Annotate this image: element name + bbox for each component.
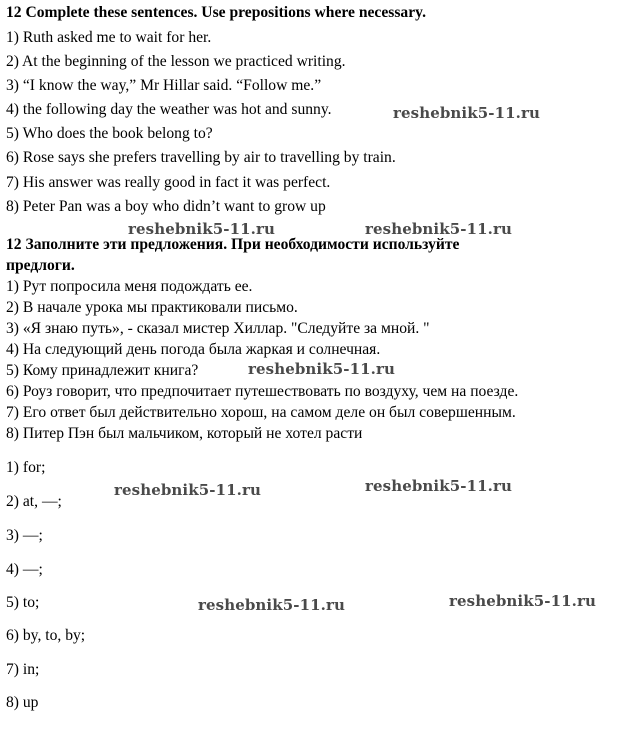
answer-3: 3) —;	[6, 527, 43, 544]
answer-7: 7) in;	[6, 661, 40, 678]
english-heading: 12 Complete these sentences. Use prepositions where necessary.	[6, 4, 426, 21]
russian-sentence-2: 2) В начале урока мы практиковали письмо.	[6, 299, 298, 316]
watermark: reshebnik5-11.ru	[198, 596, 345, 614]
english-sentence-7: 7) His answer was really good in fact it was perfect.	[6, 174, 331, 191]
watermark: reshebnik5-11.ru	[365, 477, 512, 495]
russian-heading-line-2: предлоги.	[6, 257, 75, 274]
answer-1: 1) for;	[6, 459, 46, 476]
english-sentence-1: 1) Ruth asked me to wait for her.	[6, 29, 212, 46]
russian-heading-line-1: 12 Заполните эти предложения. При необходимости используйте	[6, 236, 460, 253]
answer-6: 6) by, to, by;	[6, 627, 86, 644]
russian-sentence-1: 1) Рут попросила меня подождать ее.	[6, 278, 253, 295]
russian-sentence-8: 8) Питер Пэн был мальчиком, который не хотел расти	[6, 425, 363, 442]
watermark: reshebnik5-11.ru	[114, 481, 261, 499]
russian-sentence-4: 4) На следующий день погода была жаркая и солнечная.	[6, 341, 381, 358]
watermark: reshebnik5-11.ru	[128, 220, 275, 238]
answer-5: 5) to;	[6, 594, 40, 611]
russian-sentence-5: 5) Кому принадлежит книга?	[6, 362, 199, 379]
watermark: reshebnik5-11.ru	[449, 592, 596, 610]
english-sentence-6: 6) Rose says she prefers travelling by air to travelling by train.	[6, 149, 396, 166]
english-sentence-4: 4) the following day the weather was hot and sunny.	[6, 101, 332, 118]
watermark: reshebnik5-11.ru	[248, 360, 395, 378]
answer-4: 4) —;	[6, 561, 43, 578]
russian-sentence-6: 6) Роуз говорит, что предпочитает путешествовать по воздуху, чем на поезде.	[6, 383, 519, 400]
english-sentence-2: 2) At the beginning of the lesson we practiced writing.	[6, 53, 346, 70]
watermark: reshebnik5-11.ru	[365, 220, 512, 238]
russian-sentence-3: 3) «Я знаю путь», - сказал мистер Хиллар. "Следуйте за мной. "	[6, 320, 430, 337]
english-sentence-5: 5) Who does the book belong to?	[6, 125, 213, 142]
english-sentence-8: 8) Peter Pan was a boy who didn’t want to grow up	[6, 198, 326, 215]
answer-2: 2) at, —;	[6, 493, 62, 510]
russian-sentence-7: 7) Его ответ был действительно хорош, на самом деле он был совершенным.	[6, 404, 516, 421]
answer-8: 8) up	[6, 694, 39, 711]
english-sentence-3: 3) “I know the way,” Mr Hillar said. “Follow me.”	[6, 77, 322, 94]
watermark: reshebnik5-11.ru	[393, 104, 540, 122]
